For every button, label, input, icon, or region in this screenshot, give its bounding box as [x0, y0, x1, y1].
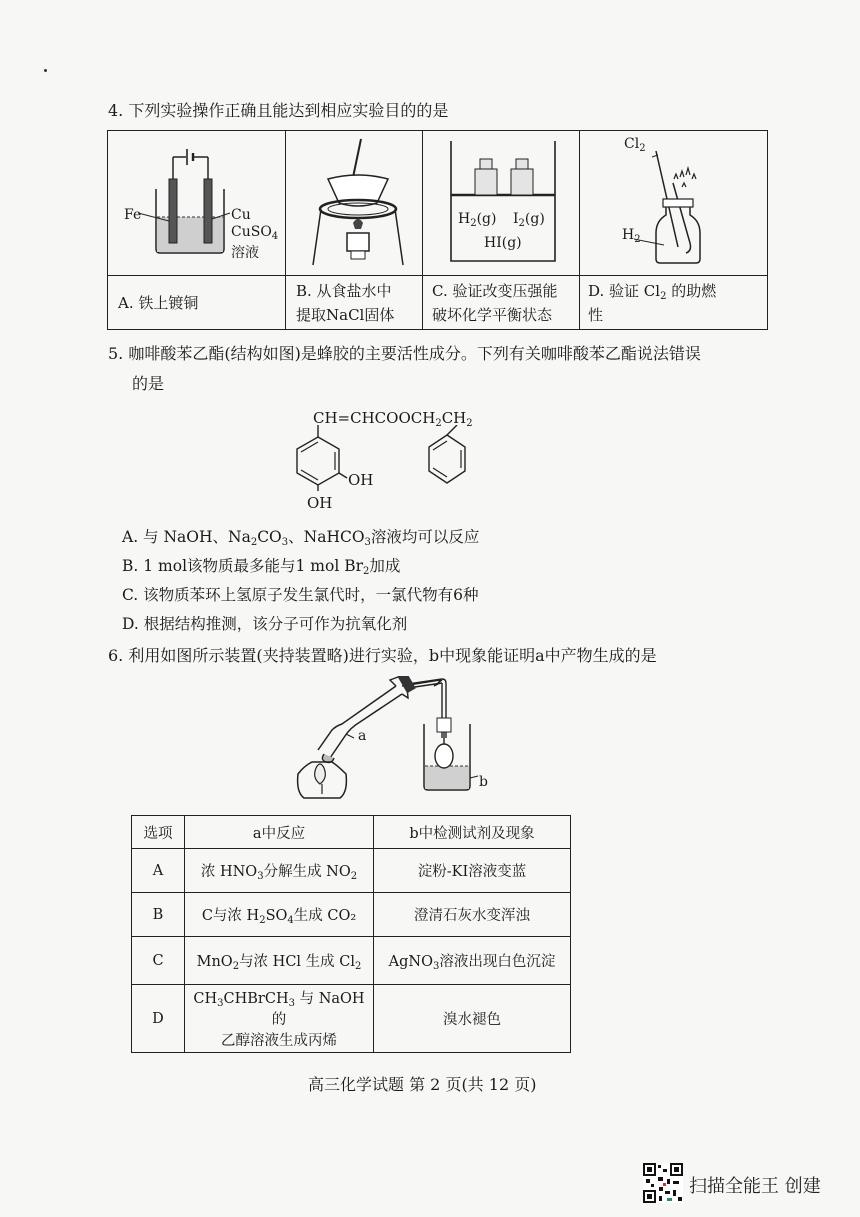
q5-stem-line1: 5. 咖啡酸苯乙酯(结构如图)是蜂胶的主要活性成分。下列有关咖啡酸苯乙酯说法错误: [108, 344, 701, 363]
row-detection: 溴水褪色: [374, 985, 571, 1053]
structure-oh-para: OH: [307, 494, 333, 512]
row-detection: 澄清石灰水变浑浊: [374, 893, 571, 937]
q5-option-b: B. 1 mol该物质最多能与1 mol $Br_2$加成: [122, 557, 401, 577]
caption-a: A. 铁上镀铜: [118, 294, 199, 312]
label-cu: Cu: [231, 207, 251, 223]
q5-option-c: C. 该物质苯环上氢原子发生氯代时，一氯代物有6种: [122, 586, 479, 604]
label-solution: 溶液: [231, 245, 259, 261]
col-header-detection: b中检测试剂及现象: [374, 816, 571, 849]
caption-c-line2: 破坏化学平衡状态: [432, 306, 553, 324]
caption-b-line2: 提取NaCl固体: [296, 306, 395, 324]
table-row: [132, 937, 571, 985]
reaction-apparatus: [290, 676, 490, 804]
table-row: [132, 893, 571, 937]
row-detection: AgNO$_3$溶液出现白色沉淀: [374, 937, 571, 985]
evaporation-apparatus: [303, 137, 413, 273]
label-a: a: [358, 728, 367, 744]
row-reaction: C与浓 $H_2SO_4$生成 CO₂: [185, 893, 374, 937]
caffeic-acid-phenethyl-ester-structure: [285, 425, 475, 505]
scanner-watermark: 扫描全能王 创建: [689, 1176, 821, 1197]
row-option: B: [132, 893, 185, 937]
caption-d-line2: 性: [588, 306, 604, 324]
row-option: D: [132, 985, 185, 1053]
row-option: C: [132, 937, 185, 985]
q4-figure-table: [107, 130, 768, 330]
q5-option-a: A. 与 NaOH、$Na_2CO_3$、NaHCO$_3$溶液均可以反应: [122, 528, 480, 548]
chlorine-combustion-apparatus: [608, 135, 738, 271]
label-cl2: $Cl_2$: [624, 136, 646, 154]
q6-options-table: [131, 815, 571, 1053]
row-detection: 淀粉-KI溶液变蓝: [374, 849, 571, 893]
label-h2-gas: $H_2(g)$: [458, 211, 497, 229]
q6-stem: 6. 利用如图所示装置(夹持装置略)进行实验，b中现象能证明a中产物生成的是: [108, 646, 657, 665]
label-i2-gas: $I_2(g)$: [513, 211, 545, 229]
caption-b-line1: B. 从食盐水中: [296, 282, 392, 300]
row-option: A: [132, 849, 185, 893]
row-reaction: MnO$_2$与浓 HCl 生成 $Cl_2$: [185, 937, 374, 985]
caption-c-line1: C. 验证改变压强能: [432, 282, 558, 300]
q5-option-d: D. 根据结构推测，该分子可作为抗氧化剂: [122, 615, 408, 633]
q5-stem-line2: 的是: [132, 374, 165, 393]
structure-side-chain: $CH=CHCOOCH_2CH_2$: [313, 409, 473, 429]
caption-d-line1: D. 验证 $Cl_2$ 的助燃: [588, 282, 717, 302]
label-hi-gas: HI(g): [484, 235, 522, 251]
label-b: b: [479, 774, 488, 790]
qr-code-icon: [643, 1163, 683, 1203]
label-fe: Fe: [124, 207, 142, 223]
row-reaction: $CH_3CHBrCH_3$ 与 NaOH 的 乙醇溶液生成丙烯: [185, 985, 374, 1053]
page-footer: 高三化学试题 第 2 页(共 12 页): [308, 1075, 537, 1094]
label-cuso4: CuSO$_4$: [231, 224, 279, 242]
col-header-option: 选项: [132, 816, 185, 849]
row-reaction: 浓 $HNO_3$分解生成 $NO_2$: [185, 849, 374, 893]
structure-oh-meta: OH: [348, 471, 374, 489]
scan-speck: [44, 69, 47, 72]
table-row: [132, 849, 571, 893]
table-row: [132, 985, 571, 1053]
col-header-reaction: a中反应: [185, 816, 374, 849]
q4-stem: 4. 下列实验操作正确且能达到相应实验目的的是: [108, 101, 449, 120]
label-h2: $H_2$: [622, 227, 641, 245]
